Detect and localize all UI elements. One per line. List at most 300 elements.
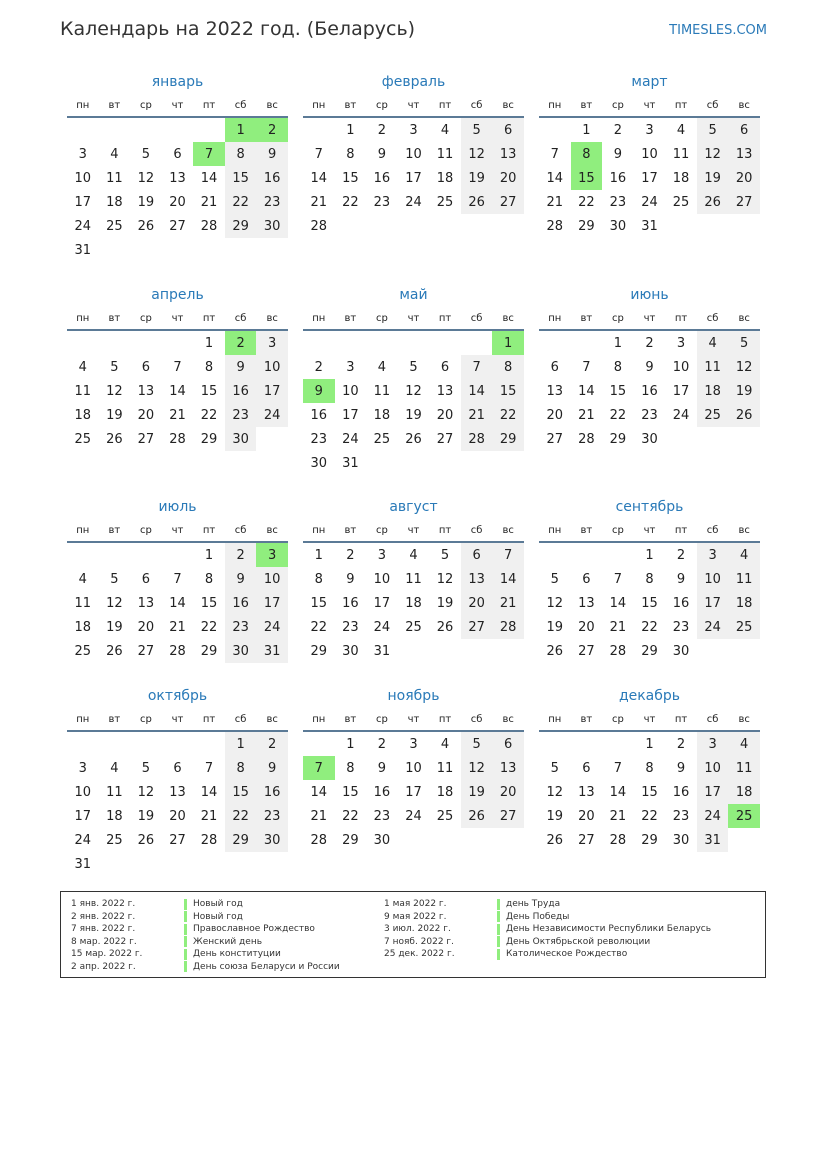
holiday-marker: [497, 949, 500, 960]
empty-cell: [130, 732, 162, 756]
day-cell: 1: [346, 122, 355, 138]
day-cell: 14: [200, 170, 218, 186]
empty-cell: [335, 331, 367, 355]
day-cell: 21: [546, 194, 564, 210]
month-3: [539, 72, 760, 238]
day-cell: 9: [225, 355, 257, 379]
day-cell: 29: [641, 643, 658, 659]
empty-cell: [303, 118, 335, 142]
day-cell: 6: [461, 543, 493, 567]
weekday-header: [67, 708, 288, 730]
day-cell: 5: [550, 571, 559, 587]
day-cell: 19: [546, 619, 564, 635]
days-grid: [539, 118, 760, 238]
day-cell: 6: [141, 359, 151, 375]
day-cell: 9: [225, 567, 257, 591]
day-cell: 3: [409, 736, 418, 752]
day-cell: 27: [461, 615, 493, 639]
day-cell: 9: [346, 571, 355, 587]
day-cell: 22: [641, 619, 658, 635]
day-cell: 2: [346, 547, 355, 563]
weekday-label: ср: [611, 312, 624, 324]
day-cell: 7: [550, 146, 559, 162]
day-cell: 1: [204, 547, 214, 563]
day-cell: 15: [200, 595, 218, 611]
day-cell: 2: [256, 732, 288, 756]
weekday-label: пт: [202, 312, 216, 324]
day-cell: 26: [728, 403, 760, 427]
weekday-label: сб: [706, 524, 719, 536]
day-cell: 15: [342, 784, 359, 800]
day-cell: 12: [137, 784, 155, 800]
day-cell: 15: [200, 383, 218, 399]
day-cell: 8: [225, 142, 257, 166]
day-cell: 14: [310, 170, 328, 186]
day-cell: 12: [436, 571, 454, 587]
weekday-header: [303, 94, 524, 116]
day-cell: 4: [728, 732, 760, 756]
weekday-label: ср: [611, 524, 624, 536]
day-cell: 27: [492, 804, 524, 828]
month-12: [539, 686, 760, 852]
weekday-label: вт: [108, 524, 121, 536]
day-cell: 21: [200, 194, 218, 210]
day-cell: 11: [728, 756, 760, 780]
day-cell: 27: [169, 832, 186, 848]
day-cell: 10: [641, 146, 658, 162]
day-cell: 31: [373, 643, 391, 659]
day-cell: 11: [697, 355, 729, 379]
day-cell: 22: [641, 808, 658, 824]
legend-row: [384, 936, 711, 949]
weekday-label: пт: [202, 99, 216, 111]
weekday-label: ср: [611, 99, 624, 111]
day-cell: 15: [225, 780, 257, 804]
holiday-marker: [497, 936, 500, 947]
day-cell: 25: [106, 832, 123, 848]
day-cell: 6: [173, 146, 182, 162]
holiday-date: 9 мая 2022 г.: [384, 911, 447, 922]
legend-row: [71, 948, 340, 961]
day-cell: 28: [169, 643, 186, 659]
weekday-header: [303, 708, 524, 730]
empty-cell: [130, 118, 162, 142]
day-cell: 11: [373, 383, 391, 399]
weekday-label: пн: [548, 524, 562, 536]
empty-cell: [130, 331, 162, 355]
weekday-label: сб: [470, 524, 483, 536]
legend-row: [384, 948, 711, 961]
days-grid: [67, 732, 288, 876]
holiday-marker: [184, 961, 187, 972]
day-cell: 6: [440, 359, 450, 375]
holiday-marker: [184, 949, 187, 960]
weekday-label: ср: [611, 713, 624, 725]
month-name: сентябрь: [615, 499, 684, 515]
day-cell: 30: [225, 639, 257, 663]
day-cell: 27: [169, 218, 186, 234]
day-cell: 7: [173, 359, 182, 375]
legend-row: [384, 898, 711, 911]
legend-row: [71, 961, 340, 974]
day-cell: 26: [405, 431, 422, 447]
day-cell: 26: [461, 190, 493, 214]
day-cell: 1: [225, 118, 257, 142]
day-cell: 12: [461, 142, 493, 166]
day-cell: 15: [609, 383, 627, 399]
day-cell: 4: [78, 359, 87, 375]
days-grid: [67, 331, 288, 451]
weekday-label: чт: [407, 524, 420, 536]
day-cell: 17: [697, 591, 729, 615]
day-cell: 9: [676, 571, 686, 587]
day-cell: 16: [672, 595, 690, 611]
day-cell: 22: [225, 190, 257, 214]
day-cell: 3: [78, 146, 87, 162]
days-grid: [539, 732, 760, 852]
empty-cell: [303, 732, 335, 756]
day-cell: 29: [492, 427, 524, 451]
day-cell: 14: [310, 784, 328, 800]
weekday-label: пт: [674, 713, 688, 725]
day-cell: 17: [405, 784, 422, 800]
day-cell: 28: [546, 218, 564, 234]
weekday-label: вс: [502, 713, 514, 725]
day-cell: 10: [256, 355, 288, 379]
weekday-label: сб: [234, 312, 247, 324]
weekday-label: пн: [76, 713, 90, 725]
day-cell: 22: [225, 804, 257, 828]
site-link[interactable]: TIMESLES.COM: [669, 23, 767, 38]
empty-cell: [539, 732, 571, 756]
day-cell: 29: [225, 828, 257, 852]
holiday-name: День Победы: [506, 911, 570, 922]
day-cell: 13: [137, 595, 155, 611]
days-grid: [303, 331, 524, 475]
day-cell: 11: [405, 571, 422, 587]
day-cell: 24: [74, 832, 92, 848]
weekday-label: сб: [234, 524, 247, 536]
weekday-label: ср: [375, 713, 388, 725]
day-cell: 18: [672, 170, 690, 186]
month-name: октябрь: [147, 688, 208, 704]
holiday-name: Новый год: [193, 899, 243, 910]
day-cell: 13: [461, 567, 493, 591]
day-cell: 18: [405, 595, 422, 611]
weekday-label: вт: [580, 99, 593, 111]
day-cell: 18: [373, 407, 391, 423]
day-cell: 11: [672, 146, 690, 162]
day-cell: 29: [342, 832, 359, 848]
day-cell: 20: [436, 407, 454, 423]
day-cell: 1: [346, 736, 355, 752]
page-title: Календарь на 2022 год. (Беларусь): [60, 18, 416, 40]
months-grid: [67, 0, 760, 880]
day-cell: 19: [436, 595, 454, 611]
day-cell: 23: [672, 619, 690, 635]
day-cell: 22: [310, 619, 328, 635]
day-cell: 17: [697, 780, 729, 804]
weekday-label: пт: [674, 524, 688, 536]
day-cell: 18: [74, 619, 92, 635]
legend-row: [71, 898, 340, 911]
legend-column-left: [71, 898, 340, 973]
empty-cell: [366, 331, 398, 355]
day-cell: 2: [314, 359, 323, 375]
day-cell: 4: [440, 122, 450, 138]
day-cell: 3: [409, 122, 418, 138]
day-cell: 22: [492, 403, 524, 427]
day-cell: 2: [377, 736, 387, 752]
weekday-label: пт: [674, 312, 688, 324]
weekday-label: ср: [375, 312, 388, 324]
day-cell: 4: [676, 122, 686, 138]
day-cell: 20: [492, 166, 524, 190]
day-cell: 16: [310, 407, 328, 423]
weekday-label: чт: [171, 99, 184, 111]
day-cell: 7: [582, 359, 591, 375]
empty-cell: [67, 118, 99, 142]
weekday-label: вс: [738, 524, 750, 536]
days-grid: [303, 732, 524, 852]
holiday-date: 2 апр. 2022 г.: [71, 961, 136, 972]
day-cell: 5: [110, 571, 119, 587]
day-cell: 21: [310, 808, 328, 824]
weekday-label: пн: [312, 99, 326, 111]
day-cell: 3: [697, 543, 729, 567]
day-cell: 31: [641, 218, 658, 234]
month-7: [67, 497, 288, 663]
day-cell: 9: [303, 379, 335, 403]
day-cell: 8: [571, 142, 603, 166]
day-cell: 29: [310, 643, 328, 659]
day-cell: 30: [672, 832, 690, 848]
weekday-label: вс: [502, 524, 514, 536]
day-cell: 7: [461, 355, 493, 379]
day-cell: 18: [697, 379, 729, 403]
day-cell: 20: [137, 619, 155, 635]
empty-cell: [602, 732, 634, 756]
weekday-label: вс: [266, 713, 278, 725]
day-cell: 5: [440, 547, 450, 563]
weekday-header: [303, 519, 524, 541]
day-cell: 7: [613, 760, 623, 776]
day-cell: 28: [461, 427, 493, 451]
month-11: [303, 686, 524, 852]
day-cell: 22: [342, 808, 359, 824]
day-cell: 16: [609, 170, 627, 186]
holiday-date: 15 мар. 2022 г.: [71, 949, 143, 960]
day-cell: 8: [346, 760, 355, 776]
empty-cell: [539, 543, 571, 567]
month-9: [539, 497, 760, 663]
day-cell: 24: [697, 804, 729, 828]
day-cell: 21: [609, 808, 627, 824]
day-cell: 17: [641, 170, 658, 186]
day-cell: 13: [546, 383, 564, 399]
day-cell: 20: [578, 808, 595, 824]
day-cell: 1: [613, 335, 623, 351]
day-cell: 30: [373, 832, 391, 848]
day-cell: 14: [169, 383, 186, 399]
day-cell: 21: [609, 619, 627, 635]
holiday-marker: [497, 924, 500, 935]
day-cell: 9: [645, 359, 654, 375]
day-cell: 25: [672, 194, 690, 210]
weekday-header: [67, 307, 288, 329]
empty-cell: [398, 331, 430, 355]
day-cell: 24: [672, 407, 690, 423]
day-cell: 13: [169, 784, 186, 800]
weekday-label: вс: [266, 312, 278, 324]
day-cell: 17: [405, 170, 422, 186]
day-cell: 5: [697, 118, 729, 142]
day-cell: 3: [645, 122, 654, 138]
month-6: [539, 285, 760, 451]
day-cell: 16: [641, 383, 658, 399]
month-name: июль: [158, 499, 197, 515]
holiday-date: 25 дек. 2022 г.: [384, 949, 455, 960]
day-cell: 18: [728, 591, 760, 615]
day-cell: 28: [310, 218, 328, 234]
day-cell: 15: [641, 784, 658, 800]
holiday-date: 2 янв. 2022 г.: [71, 911, 136, 922]
weekday-label: пт: [202, 713, 216, 725]
day-cell: 10: [256, 567, 288, 591]
days-grid: [539, 331, 760, 451]
day-cell: 6: [728, 118, 760, 142]
day-cell: 25: [405, 619, 422, 635]
holiday-name: День Независимости Республики Беларусь: [506, 924, 712, 935]
weekday-header: [67, 519, 288, 541]
day-cell: 28: [578, 431, 595, 447]
day-cell: 27: [137, 431, 155, 447]
day-cell: 17: [342, 407, 359, 423]
holiday-date: 8 мар. 2022 г.: [71, 936, 137, 947]
weekday-label: вт: [108, 312, 121, 324]
empty-cell: [162, 732, 194, 756]
day-cell: 22: [200, 619, 218, 635]
day-cell: 3: [346, 359, 355, 375]
month-name: февраль: [381, 74, 446, 90]
day-cell: 31: [74, 856, 92, 872]
day-cell: 14: [609, 784, 627, 800]
day-cell: 8: [613, 359, 623, 375]
empty-cell: [571, 543, 603, 567]
day-cell: 29: [200, 431, 218, 447]
day-cell: 18: [436, 784, 454, 800]
weekday-label: вт: [108, 99, 121, 111]
day-cell: 19: [137, 194, 155, 210]
empty-cell: [602, 543, 634, 567]
weekday-label: вт: [344, 524, 357, 536]
weekday-label: ср: [139, 524, 152, 536]
day-cell: 25: [436, 194, 454, 210]
month-name: август: [389, 499, 438, 515]
weekday-label: пн: [312, 312, 326, 324]
day-cell: 24: [405, 194, 422, 210]
day-cell: 2: [225, 543, 257, 567]
weekday-label: вс: [738, 713, 750, 725]
day-cell: 20: [137, 407, 155, 423]
weekday-label: чт: [643, 713, 656, 725]
day-cell: 21: [200, 808, 218, 824]
day-cell: 29: [578, 218, 595, 234]
day-cell: 25: [74, 643, 92, 659]
day-cell: 14: [546, 170, 564, 186]
day-cell: 8: [645, 760, 654, 776]
day-cell: 19: [697, 166, 729, 190]
day-cell: 9: [377, 146, 387, 162]
weekday-label: чт: [171, 713, 184, 725]
empty-cell: [99, 331, 131, 355]
weekday-label: вт: [344, 713, 357, 725]
weekday-label: сб: [706, 99, 719, 111]
day-cell: 28: [492, 615, 524, 639]
day-cell: 8: [204, 571, 214, 587]
day-cell: 26: [436, 619, 454, 635]
day-cell: 26: [546, 643, 564, 659]
day-cell: 16: [256, 780, 288, 804]
day-cell: 27: [728, 190, 760, 214]
weekday-label: сб: [470, 99, 483, 111]
day-cell: 24: [342, 431, 359, 447]
holiday-date: 1 янв. 2022 г.: [71, 899, 136, 910]
weekday-label: пн: [548, 312, 562, 324]
day-cell: 27: [492, 190, 524, 214]
day-cell: 24: [256, 403, 288, 427]
day-cell: 15: [342, 170, 359, 186]
days-grid: [67, 118, 288, 262]
day-cell: 26: [106, 431, 123, 447]
month-name: ноябрь: [387, 688, 440, 704]
day-cell: 18: [106, 808, 123, 824]
weekday-label: вс: [502, 312, 514, 324]
day-cell: 24: [405, 808, 422, 824]
day-cell: 20: [728, 166, 760, 190]
day-cell: 17: [373, 595, 391, 611]
day-cell: 21: [492, 591, 524, 615]
day-cell: 4: [440, 736, 450, 752]
weekday-label: сб: [706, 312, 719, 324]
day-cell: 30: [256, 214, 288, 238]
day-cell: 11: [106, 170, 123, 186]
empty-cell: [429, 331, 461, 355]
weekday-header: [539, 307, 760, 329]
holiday-marker: [184, 911, 187, 922]
weekday-label: пт: [438, 99, 452, 111]
day-cell: 13: [492, 756, 524, 780]
weekday-label: пн: [548, 99, 562, 111]
day-cell: 14: [492, 567, 524, 591]
day-cell: 16: [225, 379, 257, 403]
day-cell: 23: [310, 431, 328, 447]
day-cell: 22: [342, 194, 359, 210]
day-cell: 23: [641, 407, 658, 423]
day-cell: 30: [672, 643, 690, 659]
empty-cell: [461, 331, 493, 355]
day-cell: 5: [461, 732, 493, 756]
day-cell: 21: [461, 403, 493, 427]
day-cell: 12: [728, 355, 760, 379]
weekday-label: ср: [139, 713, 152, 725]
day-cell: 23: [609, 194, 627, 210]
day-cell: 6: [141, 571, 151, 587]
day-cell: 21: [310, 194, 328, 210]
day-cell: 15: [641, 595, 658, 611]
day-cell: 1: [645, 736, 654, 752]
day-cell: 23: [373, 194, 391, 210]
